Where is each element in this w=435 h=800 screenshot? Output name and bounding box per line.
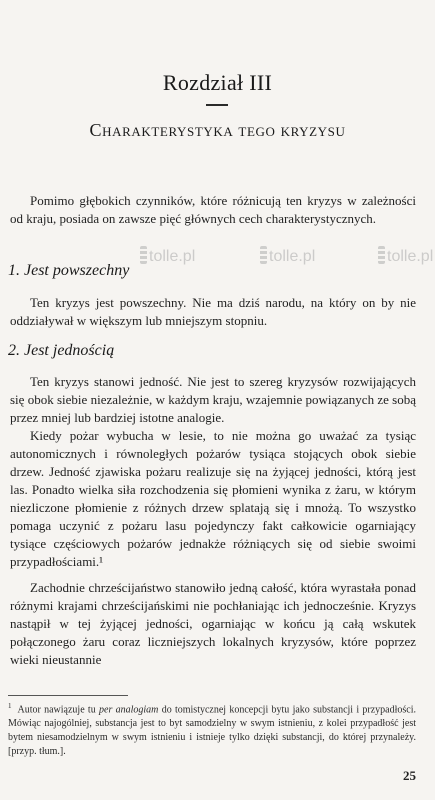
watermark: tolle.pl bbox=[378, 246, 433, 266]
paragraph: Kiedy pożar wybucha w lesie, to nie można go uważać za tysiąc autonomicznych i równoległych pożarów tysiąca stojących obok siebie drzew. Jedność zjawiska pożaru realizuje się na żyjącej jedności, którą jest las. Ponadto wielka siła rozchodzenia się płomieni wynika z żaru, w którym niezliczone płomienie z różnych drzew splatają się i mnożą. To wszystko pomaga uczynić z pożaru lasu pojedynczy fakt całkowicie ogarniający tysiące częściowych pożarów jednakże różniących się od siebie swoimi przypadłościami.¹ bbox=[10, 428, 416, 569]
footnote: $^1$ Autor nawiązuje tu per analogiam do tomistycznej koncepcji bytu jako substancji i przypadłości. Mówiąc najogólniej, substancja jest to byt samodzielny w swym istnieniu, z kolei przypadłość jest bytem niesamodzielnym w swym istnieniu i istnieje tylko dzięki substancji, do której przynależy. [przyp. tłum.]. bbox=[8, 702, 417, 758]
paragraph: Ten kryzys jest powszechny. Nie ma dziś narodu, na który on by nie oddziaływał w większym lub mniejszym stopniu. bbox=[10, 295, 416, 328]
section-title: 1. Jest powszechny bbox=[8, 262, 130, 279]
watermark: tolle.pl bbox=[140, 246, 195, 266]
footnote-marker: 1 bbox=[8, 702, 12, 710]
footnote-divider bbox=[8, 695, 128, 696]
chapter-label: Rozdział III bbox=[162, 70, 273, 95]
tolle-logo-icon bbox=[378, 246, 385, 264]
page-number: 25 bbox=[403, 768, 416, 783]
intro-paragraph bbox=[10, 192, 416, 228]
watermark: tolle.pl bbox=[260, 246, 315, 266]
section-title: 2. Jest jednością bbox=[8, 342, 115, 359]
section-body bbox=[10, 294, 416, 330]
tolle-logo-icon bbox=[260, 246, 267, 264]
paragraph: Ten kryzys stanowi jedność. Nie jest to szereg kryzysów rozwijających się obok siebie niezależnie, w każdym kraju, wzajemnie powiązanych ze sobą przez mniej lub bardziej istotne analogie. bbox=[10, 374, 416, 425]
title-divider bbox=[206, 104, 228, 106]
tolle-logo-icon bbox=[140, 246, 147, 264]
paragraph: Zachodnie chrześcijaństwo stanowiło jedną całość, która wyrastała ponad różnymi krajami chrześcijańskimi nie pochłaniając ich jednocześnie. Kryzys nastąpił w tej żyjącej jedności, ogarniając w końcu ją całą wskutek połączonego żaru coraz liczniejszych lokalnych kryzysów, które poprzez wieki nieustannie bbox=[10, 580, 416, 667]
section-body bbox=[10, 373, 416, 669]
paragraph: Pomimo głębokich czynników, które różnicują ten kryzys w zależności od kraju, posiada on zawsze pięć głównych cech charakterystycznych. bbox=[10, 193, 416, 226]
chapter-title: Charakterystyka tego kryzysu bbox=[89, 120, 346, 140]
